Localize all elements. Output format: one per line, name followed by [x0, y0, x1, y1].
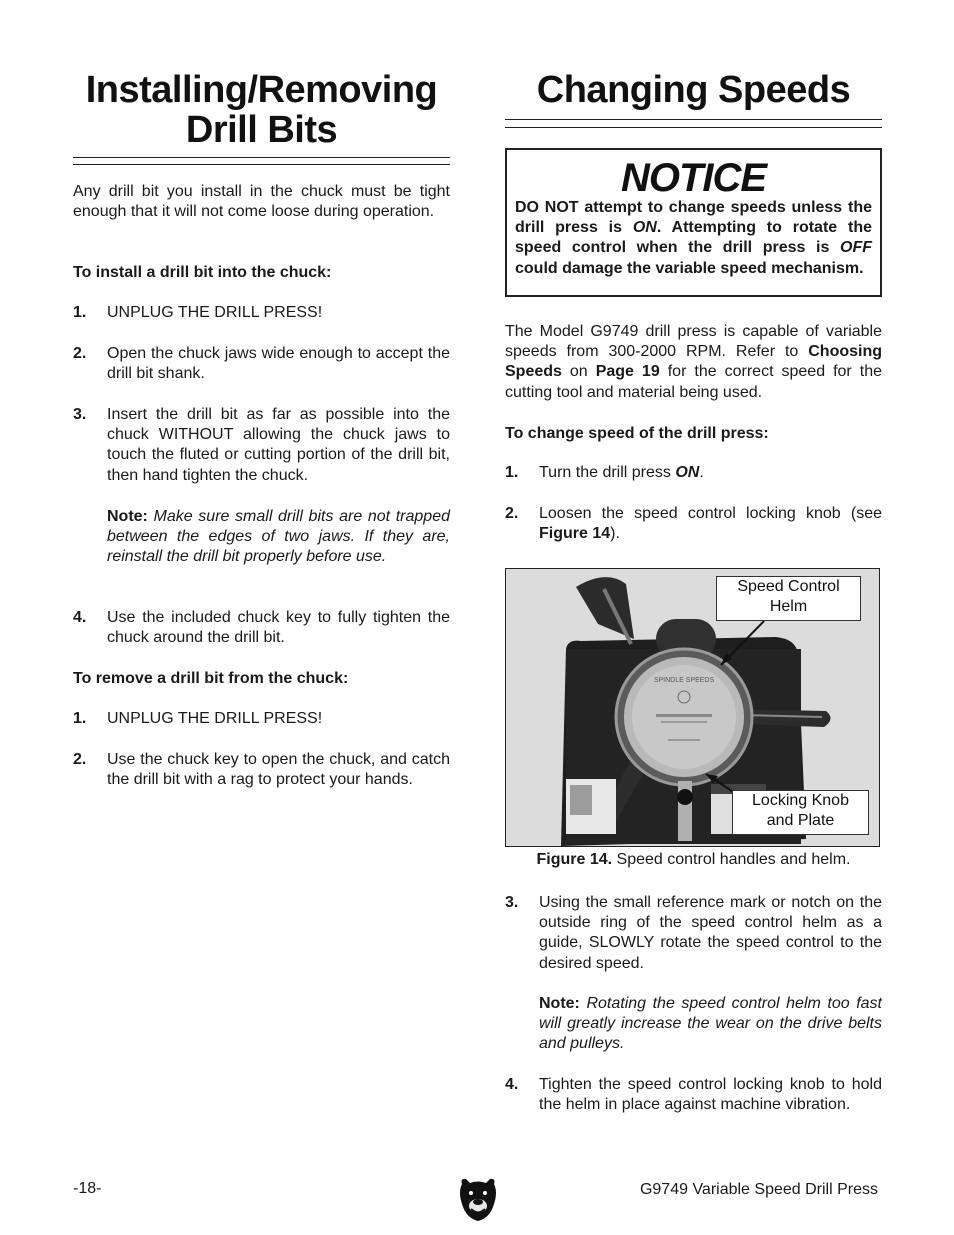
note-label: Note:	[107, 508, 148, 525]
figure-ref: Figure 14	[539, 525, 611, 543]
intro-paragraph: Any drill bit you install in the chuck must be tight enough that it will not come loose during operation.	[73, 183, 450, 221]
step-text: Insert the drill bit as far as possible into the chuck WITHOUT allowing the chuck jaws to touch the fluted or cutting portion of the drill bit, then hand tighten the chuck.	[107, 406, 450, 484]
heading-line-1: Installing/Removing	[85, 69, 438, 111]
install-step-2	[73, 344, 450, 384]
notice-box	[505, 148, 882, 297]
step-number: 1.	[73, 710, 87, 727]
install-step-1	[73, 303, 450, 323]
notice-off: OFF	[840, 239, 872, 257]
remove-step-2	[73, 750, 450, 790]
notice-body	[515, 198, 872, 279]
speed-step-3	[505, 893, 882, 974]
step-text: ).	[610, 525, 620, 543]
section-heading-changing-speeds: Changing Speeds	[536, 69, 851, 111]
note-text: Make sure small drill bits are not trapped between the edges of two jaws. If they are, reinstall the drill bit properly before use.	[107, 508, 450, 566]
step-number: 1.	[73, 304, 87, 321]
callout-line: and Plate	[766, 812, 835, 829]
step-text: Tighten the speed control locking knob to hold the helm in place against machine vibration.	[539, 1076, 882, 1114]
speed-step-4	[505, 1075, 882, 1115]
step-number: 4.	[505, 1076, 519, 1093]
change-speed-heading: To change speed of the drill press:	[505, 425, 769, 442]
intro-text: for the correct speed for the cutting tool and material being used.	[505, 363, 882, 401]
step-text: Open the chuck jaws wide enough to accept the drill bit shank.	[107, 345, 450, 383]
step-number: 1.	[505, 464, 519, 481]
notice-on: ON	[632, 219, 657, 237]
speed-step-1	[505, 463, 882, 483]
dial-label: SPINDLE SPEEDS	[653, 677, 715, 684]
callout-line: Speed Control	[737, 578, 840, 595]
page-number: -18-	[73, 1180, 102, 1197]
grizzly-bear-logo-icon	[458, 1176, 498, 1222]
callout-line: Locking Knob	[752, 792, 849, 809]
caption-text: Speed control handles and helm.	[612, 851, 851, 868]
caption-label: Figure 14.	[536, 851, 613, 868]
speeds-intro	[505, 322, 882, 403]
heading-rule-top	[505, 119, 882, 120]
step-text: UNPLUG THE DRILL PRESS!	[107, 710, 323, 727]
install-step-3	[73, 405, 450, 486]
note-label: Note:	[539, 995, 580, 1012]
intro-ref-page: Page 19	[595, 363, 660, 381]
figure-caption	[505, 851, 882, 869]
step-number: 2.	[73, 345, 87, 362]
step-text: UNPLUG THE DRILL PRESS!	[107, 304, 323, 321]
step-number: 3.	[505, 894, 519, 911]
figure-14	[505, 568, 880, 847]
heading-line-2: Drill Bits	[185, 109, 338, 151]
step-text: Loosen the speed control locking knob (see	[539, 505, 882, 522]
callout-speed-control-helm	[716, 576, 861, 621]
footer-title: G9749 Variable Speed Drill Press	[639, 1181, 878, 1198]
notice-text: DO NOT attempt to change speeds unless the drill press is	[515, 199, 872, 237]
heading-rule-bottom	[73, 164, 450, 165]
speed-note	[505, 994, 882, 1055]
step-text: Turn the drill press	[539, 464, 676, 481]
note-text: Rotating the speed control helm too fast will greatly increase the wear on the drive belts and pulleys.	[539, 995, 882, 1053]
callout-line: Helm	[769, 598, 808, 615]
install-heading: To install a drill bit into the chuck:	[73, 264, 332, 281]
heading-rule-bottom	[505, 127, 882, 128]
remove-heading: To remove a drill bit from the chuck:	[73, 670, 349, 687]
section-heading-drill-bits	[73, 70, 450, 150]
step-text: Use the chuck key to open the chuck, and catch the drill bit with a rag to protect your hands.	[107, 751, 450, 789]
install-note	[73, 507, 450, 568]
step-number: 3.	[73, 406, 87, 423]
step-text: .	[699, 464, 704, 481]
remove-step-1	[73, 709, 450, 729]
step-text: Using the small reference mark or notch on the outside ring of the speed control helm as a guide, SLOWLY rotate the speed control to the desired speed.	[539, 894, 882, 972]
notice-text: could damage the variable speed mechanism.	[515, 259, 864, 277]
intro-ref-choosing-speeds: Choosing Speeds	[505, 343, 882, 381]
step-number: 2.	[505, 505, 519, 522]
step-number: 2.	[73, 751, 87, 768]
intro-text: The Model G9749 drill press is capable of variable speeds from 300-2000 RPM. Refer to	[505, 323, 882, 361]
intro-text: on	[561, 363, 596, 381]
heading-rule-top	[73, 157, 450, 158]
step-on: ON	[675, 464, 700, 481]
notice-title: NOTICE	[620, 156, 767, 200]
notice-text: . Attempting to rotate the speed control when the drill press is	[515, 219, 872, 257]
speed-step-2	[505, 504, 882, 544]
step-number: 4.	[73, 609, 87, 626]
install-step-4	[73, 608, 450, 648]
callout-locking-knob	[732, 790, 869, 835]
step-text: Use the included chuck key to fully tighten the chuck around the drill bit.	[107, 609, 450, 647]
